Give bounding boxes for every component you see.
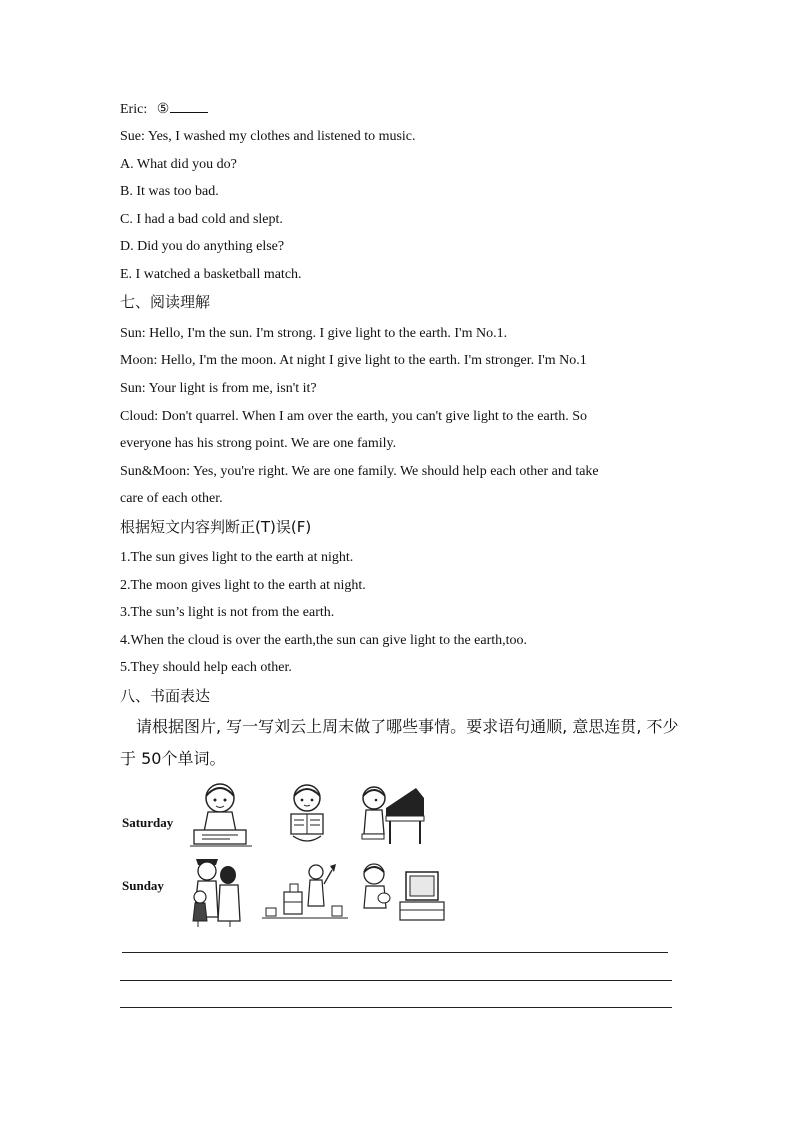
tf-statement: 2.The moon gives light to the earth at night. [120, 578, 366, 593]
writing-prompt-cont: 于 50个单词。 [120, 749, 226, 768]
answer-blank[interactable] [170, 99, 208, 113]
eric-speaker: Eric: [120, 102, 148, 117]
passage-line: Cloud: Don't quarrel. When I am over the earth, you can't give light to the earth. So [120, 409, 588, 424]
passage-line: Sun: Your light is from me, isn't it? [120, 381, 317, 396]
tf-statement: 1.The sun gives light to the earth at night. [120, 550, 354, 565]
option-e: E. I watched a basketball match. [120, 267, 302, 282]
option-c: C. I had a bad cold and slept. [120, 212, 283, 227]
passage-line: Sun&Moon: Yes, you're right. We are one family. We should help each other and take [120, 464, 599, 479]
tv-illustration [360, 862, 446, 924]
eric-line [120, 99, 208, 119]
writing-line[interactable] [120, 1007, 672, 1008]
option-a: A. What did you do? [120, 157, 237, 172]
reading-illustration [283, 780, 331, 850]
passage-line: Moon: Hello, I'm the moon. At night I give light to the earth. I'm stronger. I'm No.1 [120, 353, 587, 368]
cleaning-illustration [262, 862, 348, 922]
passage-line: Sun: Hello, I'm the sun. I'm strong. I give light to the earth. I'm No.1. [120, 326, 508, 341]
passage-line: care of each other. [120, 491, 223, 506]
section-8-heading: 八、书面表达 [120, 687, 211, 705]
option-d: D. Did you do anything else? [120, 239, 285, 254]
passage-line: everyone has his strong point. We are one family. [120, 436, 397, 451]
day-label-sunday: Sunday [122, 878, 164, 893]
option-b: B. It was too bad. [120, 184, 219, 199]
homework-illustration [190, 780, 252, 850]
family-illustration [188, 855, 244, 927]
section-7-heading: 七、阅读理解 [120, 293, 211, 311]
day-label-saturday: Saturday [122, 815, 174, 830]
tf-statement: 5.They should help each other. [120, 660, 292, 675]
sue-line: Sue: Yes, I washed my clothes and listened to music. [120, 129, 416, 144]
blank-marker: ⑤ [156, 102, 170, 117]
tf-statement: 4.When the cloud is over the earth,the sun can give light to the earth,too. [120, 633, 528, 648]
piano-illustration [358, 780, 428, 850]
tf-statement: 3.The sun’s light is not from the earth. [120, 605, 335, 620]
writing-line[interactable] [120, 980, 672, 981]
writing-prompt: 请根据图片, 写一写刘云上周末做了哪些事情。要求语句通顺, 意思连贯, 不少 [136, 717, 679, 736]
writing-line[interactable] [122, 952, 668, 953]
tf-instruction: 根据短文内容判断正(T)误(F) [120, 518, 312, 536]
